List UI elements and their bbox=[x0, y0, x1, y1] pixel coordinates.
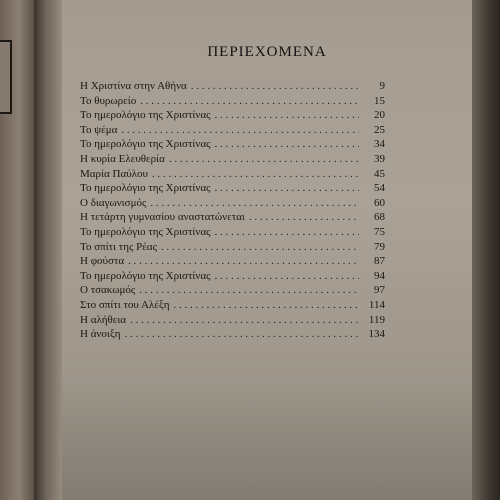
toc-chapter-title: Η Χριστίνα στην Αθήνα bbox=[80, 80, 187, 92]
toc-entry bbox=[80, 138, 385, 153]
toc-dot-leader bbox=[214, 270, 359, 282]
toc-page-number: 119 bbox=[368, 313, 385, 326]
toc-chapter-title: Η κυρία Ελευθερία bbox=[80, 152, 165, 165]
toc-entry bbox=[80, 182, 385, 197]
toc-page-number: 79 bbox=[374, 240, 385, 253]
toc-page-number: 15 bbox=[374, 94, 385, 107]
toc-chapter-title: Το ημερολόγιο της Χριστίνας bbox=[80, 225, 211, 238]
toc-entry bbox=[80, 197, 385, 212]
toc-page-number: 94 bbox=[374, 269, 385, 282]
toc-chapter-title: Στο σπίτι του Αλέξη bbox=[80, 298, 170, 311]
toc-dot-leader bbox=[249, 211, 359, 223]
toc-chapter-title: Ο διαγωνισμός bbox=[80, 196, 147, 209]
toc-entry bbox=[80, 299, 385, 314]
toc-entry bbox=[80, 168, 385, 183]
toc-chapter-title: Η φούστα bbox=[80, 255, 125, 268]
book-gutter bbox=[34, 0, 64, 500]
toc-entry bbox=[80, 109, 385, 124]
toc-dot-leader bbox=[150, 197, 359, 209]
toc-dot-leader bbox=[214, 138, 359, 150]
toc-chapter-title: Μαρία Παύλου bbox=[80, 167, 148, 180]
toc-page-number: 87 bbox=[374, 255, 385, 268]
toc-dot-leader bbox=[214, 226, 359, 238]
toc-dot-leader bbox=[191, 80, 359, 92]
toc-page-number: 75 bbox=[374, 225, 385, 238]
toc-chapter-title: Το ημερολόγιο της Χριστίνας bbox=[80, 138, 211, 151]
toc-title: ΠΕΡΙΕΧΟΜΕΝΑ bbox=[207, 44, 327, 60]
toc-dot-leader bbox=[214, 182, 359, 194]
toc-page-number: 34 bbox=[374, 138, 385, 151]
toc-chapter-title: Η αλήθεια bbox=[80, 313, 127, 326]
toc-dot-leader bbox=[161, 241, 359, 253]
toc-entry bbox=[80, 226, 385, 241]
right-page-edge bbox=[472, 0, 500, 500]
toc-entry bbox=[80, 80, 385, 95]
toc-page-number: 97 bbox=[374, 284, 385, 297]
toc-dot-leader bbox=[128, 255, 359, 267]
toc-chapter-title: Ο τσακωμός bbox=[80, 284, 136, 297]
toc-page-number: 60 bbox=[374, 196, 385, 209]
toc-page-number: 114 bbox=[368, 298, 385, 311]
toc-entry bbox=[80, 153, 385, 168]
toc-chapter-title: Το ημερολόγιο της Χριστίνας bbox=[80, 269, 211, 282]
toc-entry bbox=[80, 124, 385, 139]
toc-page-number: 20 bbox=[374, 109, 385, 122]
toc-dot-leader bbox=[214, 109, 359, 121]
toc-chapter-title: Το ημερολόγιο της Χριστίνας bbox=[80, 182, 211, 195]
toc-page-number: 134 bbox=[368, 328, 385, 341]
toc-page-number: 45 bbox=[374, 167, 385, 180]
toc-entry bbox=[80, 255, 385, 270]
toc-page-number: 9 bbox=[379, 80, 385, 92]
left-page bbox=[0, 0, 34, 500]
toc-entry bbox=[80, 95, 385, 110]
toc-chapter-title: Η τετάρτη γυμνασίου αναστατώνεται bbox=[80, 211, 245, 224]
toc-chapter-title: Η άνοιξη bbox=[80, 328, 121, 341]
toc-dot-leader bbox=[152, 168, 359, 180]
toc-page-number: 54 bbox=[374, 182, 385, 195]
toc-dot-leader bbox=[140, 95, 359, 107]
toc-chapter-title: Το ημερολόγιο της Χριστίνας bbox=[80, 109, 211, 122]
toc-page-number: 68 bbox=[374, 211, 385, 224]
toc-dot-leader bbox=[130, 314, 359, 326]
toc-page-number: 25 bbox=[374, 123, 385, 136]
table-of-contents bbox=[80, 80, 385, 343]
toc-dot-leader bbox=[121, 124, 359, 136]
toc-entry bbox=[80, 211, 385, 226]
toc-chapter-title: Το ψέμα bbox=[80, 123, 118, 136]
toc-chapter-title: Το θυρωρείο bbox=[80, 94, 137, 107]
toc-dot-leader bbox=[125, 328, 359, 340]
toc-page-number: 39 bbox=[374, 152, 385, 165]
toc-dot-leader bbox=[174, 299, 359, 311]
toc-entry bbox=[80, 328, 385, 343]
toc-entry bbox=[80, 241, 385, 256]
left-page-edge-mark bbox=[0, 40, 12, 114]
toc-chapter-title: Το σπίτι της Ρέας bbox=[80, 240, 157, 253]
toc-dot-leader bbox=[169, 153, 359, 165]
toc-dot-leader bbox=[139, 284, 359, 296]
toc-entry bbox=[80, 270, 385, 285]
toc-entry bbox=[80, 314, 385, 329]
toc-entry bbox=[80, 284, 385, 299]
